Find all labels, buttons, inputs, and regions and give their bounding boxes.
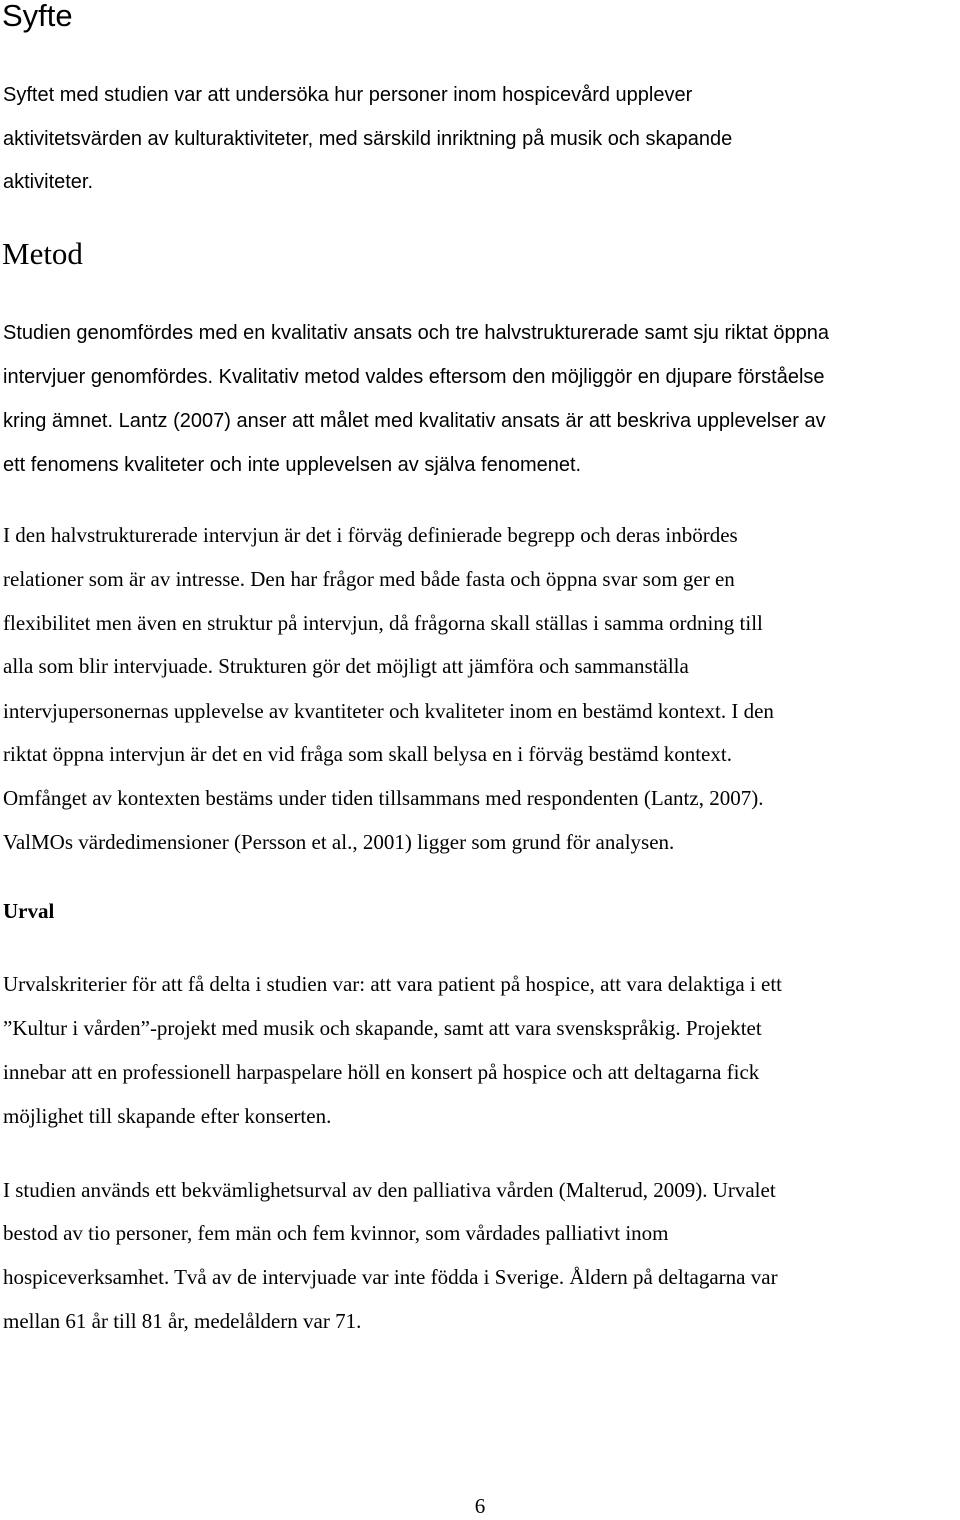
syfte-line-3: aktiviteter. bbox=[3, 171, 94, 193]
metod-p1-line-3: kring ämnet. Lantz (2007) anser att målet med kvalitativ ansats är att beskriva upplevelser av bbox=[3, 410, 826, 432]
heading-urval: Urval bbox=[3, 899, 55, 923]
metod-p1-line-4: ett fenomens kvaliteter och inte upplevelsen av själva fenomenet. bbox=[3, 454, 582, 476]
metod-p2-line-4: alla som blir intervjuade. Strukturen gör det möjligt att jämföra och sammanställa bbox=[3, 654, 689, 678]
urval-p2-line-2: bestod av tio personer, fem män och fem kvinnor, som vårdades palliativt inom bbox=[3, 1221, 669, 1245]
urval-p2-line-3: hospiceverksamhet. Två av de intervjuade var inte födda i Sverige. Åldern på deltagarna var bbox=[3, 1265, 778, 1289]
metod-p2-line-3: flexibilitet men även en struktur på intervjun, då frågorna skall ställas i samma ordning till bbox=[3, 611, 763, 635]
urval-p2-line-1: I studien används ett bekvämlighetsurval av den palliativa vården (Malterud, 2009). Urvalet bbox=[3, 1178, 776, 1202]
metod-p2-line-7: Omfånget av kontexten bestäms under tiden tillsammans med respondenten (Lantz, 2007). bbox=[3, 786, 764, 810]
page-number: 6 bbox=[474, 1494, 486, 1518]
urval-p1-line-2: ”Kultur i vården”-projekt med musik och skapande, samt att vara svenskspråkig. Projektet bbox=[3, 1016, 762, 1040]
urval-p1-line-3: innebar att en professionell harpaspelare höll en konsert på hospice och att deltagarna fick bbox=[3, 1060, 760, 1084]
metod-p2-line-8: ValMOs värdedimensioner (Persson et al., 2001) ligger som grund för analysen. bbox=[3, 830, 675, 854]
urval-p1-line-1: Urvalskriterier för att få delta i studien var: att vara patient på hospice, att vara delaktiga i ett bbox=[3, 972, 783, 996]
metod-p2-line-1: I den halvstrukturerade intervjun är det i förväg definierade begrepp och deras inbördes bbox=[3, 523, 738, 547]
metod-p1-line-1: Studien genomfördes med en kvalitativ ansats och tre halvstrukturerade samt sju riktat öppna bbox=[3, 322, 829, 344]
heading-metod: Metod bbox=[2, 236, 83, 271]
syfte-line-2: aktivitetsvärden av kulturaktiviteter, med särskild inriktning på musik och skapande bbox=[3, 128, 733, 150]
syfte-line-1: Syftet med studien var att undersöka hur personer inom hospicevård upplever bbox=[3, 84, 693, 106]
metod-p1-line-2: intervjuer genomfördes. Kvalitativ metod valdes eftersom den möjliggör en djupare förståelse bbox=[3, 366, 825, 388]
urval-p2-line-4: mellan 61 år till 81 år, medelåldern var 71. bbox=[3, 1309, 362, 1333]
metod-p2-line-6: riktat öppna intervjun är det en vid fråga som skall belysa en i förväg bestämd kontext. bbox=[3, 742, 732, 766]
heading-syfte: Syfte bbox=[2, 0, 73, 33]
metod-p2-line-5: intervjupersonernas upplevelse av kvantiteter och kvaliteter inom en bestämd kontext. I den bbox=[3, 699, 774, 723]
metod-p2-line-2: relationer som är av intresse. Den har frågor med både fasta och öppna svar som ger en bbox=[3, 567, 735, 591]
urval-p1-line-4: möjlighet till skapande efter konserten. bbox=[3, 1104, 332, 1128]
